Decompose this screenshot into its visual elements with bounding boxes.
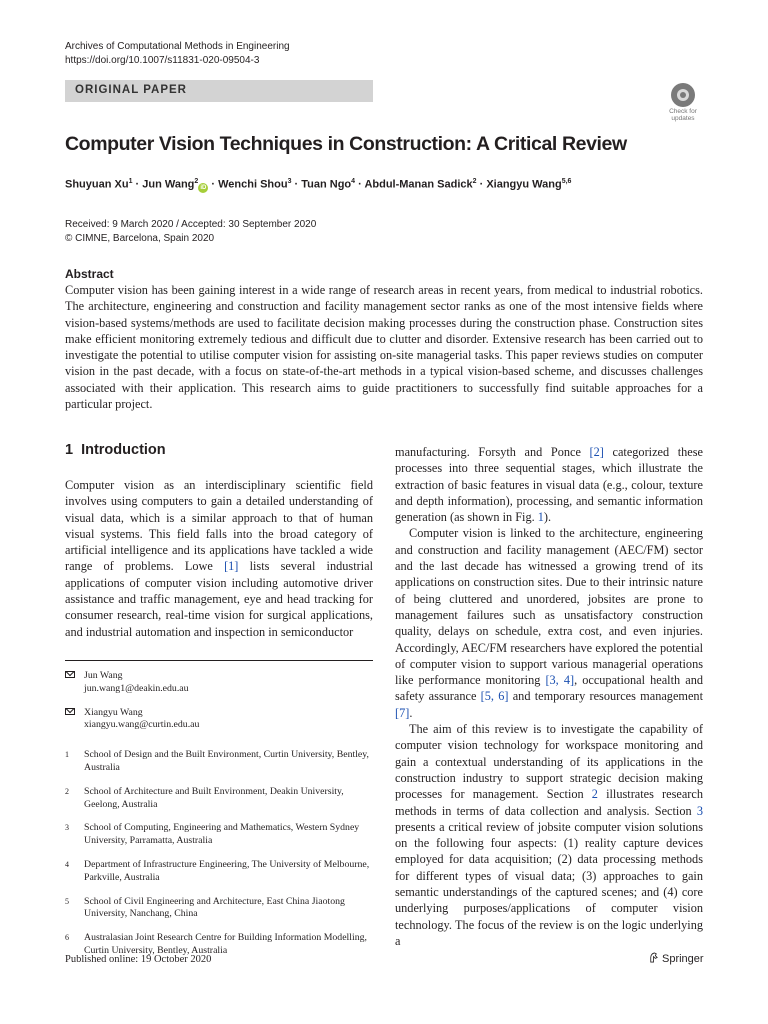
- section-number: 1: [65, 442, 74, 458]
- author-affiliation-mark: 5,6: [561, 178, 572, 185]
- contact-entry: [65, 670, 373, 696]
- published-online: Published online: 19 October 2020: [65, 954, 212, 965]
- affiliation-text: Department of Infrastructure Engineering, The University of Melbourne, Parkville, Australia: [84, 858, 370, 883]
- affiliation-entry: [65, 896, 373, 922]
- paragraph-text: The aim of this review is to investigate the capability of computer vision technology for workspace monitoring and gain a contextual understanding of its applications in the construction industry to support strategic decision making processes for management. Section: [395, 722, 703, 802]
- abstract-heading: Abstract: [65, 267, 114, 281]
- author-affiliation-mark: 2: [472, 178, 477, 185]
- citation-link[interactable]: [5, 6]: [480, 689, 509, 704]
- affiliation-text: School of Design and the Built Environment, Curtin University, Bentley, Australia: [84, 749, 369, 773]
- paragraph-text: , occupational health and safety assurance: [395, 673, 703, 704]
- affiliation-number: 1: [65, 750, 69, 760]
- author-separator: ·: [476, 178, 487, 191]
- affiliation-text: School of Architecture and Built Environment, Deakin University, Geelong, Australia: [84, 785, 344, 810]
- springer-horse-icon: [648, 952, 659, 963]
- affiliation-entry: [65, 859, 373, 885]
- author-separator: ·: [132, 178, 143, 191]
- author-affiliation-mark: 4: [351, 178, 356, 185]
- envelope-icon: [65, 671, 75, 678]
- affiliation-number: 3: [65, 823, 69, 833]
- paragraph-text: illustrates research methods in terms of data collection and analysis. Section: [395, 787, 703, 818]
- orcid-icon[interactable]: iD: [200, 184, 207, 191]
- author-list: [65, 178, 571, 193]
- check-badge-line2: updates: [671, 115, 695, 122]
- check-for-updates-icon: [671, 83, 695, 107]
- journal-name: Archives of Computational Methods in Engineering: [65, 41, 290, 52]
- paragraph-text: manufacturing. Forsyth and Ponce: [395, 445, 590, 459]
- affiliation-number: 5: [65, 896, 69, 906]
- author-affiliation-mark: 2: [194, 178, 199, 185]
- paragraph-text: Computer vision is linked to the architecture, engineering and construction and facility management (AEC/FM) sector and the last decade has witnessed a growing trend of its applications on construction sites. Due to their intrinsic nature of being cluttered and unordered, jobsites are prone to management failures such as unsatisfactory construction quality, delays on schedule, extra cost, and even injuries. Accordingly, AEC/FM researchers have explored the potential of computer vision to support various managerial operations like performance monitoring: [395, 526, 703, 688]
- citation-link[interactable]: [1]: [224, 559, 239, 574]
- affiliation-entry: [65, 749, 373, 775]
- left-column: [65, 477, 373, 640]
- author-name[interactable]: Jun Wang: [142, 178, 195, 191]
- paragraph-text: and temporary resources management: [508, 689, 703, 704]
- footnote-divider: [65, 660, 373, 661]
- contact-name: Jun Wang: [84, 670, 123, 681]
- author-name[interactable]: Tuan Ngo: [301, 178, 352, 191]
- citation-link[interactable]: 1: [537, 510, 544, 525]
- publisher-logo: [648, 952, 704, 965]
- publisher-name: Springer: [662, 953, 704, 965]
- section-heading-introduction: [65, 442, 166, 458]
- affiliation-number: 4: [65, 859, 69, 869]
- author-affiliation-mark: 1: [128, 178, 133, 185]
- intro-paragraph-3: [395, 721, 703, 949]
- affiliation-text: School of Civil Engineering and Architecture, East China Jiaotong University, Nanchang, China: [84, 895, 345, 920]
- section-title: Introduction: [81, 442, 166, 458]
- intro-paragraph-1: [65, 477, 373, 640]
- affiliation-entry: [65, 822, 373, 848]
- paragraph-text: ).: [543, 510, 552, 525]
- affiliations-list: [65, 749, 373, 958]
- contact-email[interactable]: xiangyu.wang@curtin.edu.au: [84, 719, 200, 731]
- author-separator: ·: [208, 178, 219, 191]
- paragraph-text: lists several industrial applications of computer vision including automotive driver assistance and traffic management, eye and head tracking for consumer research, real-time vision for surgical applications, and industrial automation and inspection in semiconductor: [65, 559, 373, 639]
- author-separator: ·: [355, 178, 365, 191]
- author-separator: ·: [291, 178, 302, 191]
- paragraph-text: presents a critical review of jobsite computer vision solutions on the following four aspects: (1) reality capture devices employed for data acquisition; (2) data processing methods for different types of visual data; (3) approaches to gain semantic understandings of the captured scenes; and (4) core underlying purposes/applications of computer vision technology. The focus of the review is on the logic underlying a: [395, 819, 703, 948]
- author-affiliation-mark: 3: [287, 178, 292, 185]
- contact-email[interactable]: jun.wang1@deakin.edu.au: [84, 682, 189, 694]
- article-dates: [65, 218, 316, 246]
- paragraph-text: Computer vision as an interdisciplinary scientific field involves using computers to gain a detailed understanding of visual data, which is a similar approach to that of human visual systems. This field falls into the broad category of artificial intelligence and its applications have tackled a wide range of problems. Lowe: [65, 478, 373, 574]
- author-name[interactable]: Shuyuan Xu: [65, 178, 129, 191]
- check-for-updates-badge[interactable]: [663, 83, 703, 123]
- doi-link[interactable]: https://doi.org/10.1007/s11831-020-09504-3: [65, 55, 260, 66]
- affiliation-number: 6: [65, 933, 69, 943]
- citation-link[interactable]: [3, 4]: [545, 673, 575, 688]
- paper-title: Computer Vision Techniques in Construction: A Critical Review: [65, 133, 627, 155]
- affiliation-entry: [65, 786, 373, 812]
- affiliation-text: School of Computing, Engineering and Mathematics, Western Sydney University, Parramatta, Australia: [84, 822, 360, 847]
- envelope-icon: [65, 708, 75, 715]
- check-badge-line1: Check for: [669, 108, 697, 115]
- paragraph-text: categorized these processes into three sequential stages, which illustrate the extraction of basic features in visual data (e.g., colour, texture and depth information), processing, and semantic information generation (as shown in Fig.: [395, 445, 704, 525]
- contact-name: Xiangyu Wang: [84, 706, 143, 718]
- affiliation-text: Australasian Joint Research Centre for Building Information Modelling, Curtin University, Bentley, Australia: [84, 932, 367, 956]
- article-type-bar: [65, 80, 373, 102]
- citation-link[interactable]: [7]: [395, 705, 410, 720]
- corresponding-authors: [65, 670, 373, 749]
- abstract-text: Computer vision has been gaining interest in a wide range of research areas in recent years, from medical to industrial robotics. The architecture, engineering and construction and facility management sector ranks as one of the most intensive fields where vision-based systems/methods are used to facilitate decision making processes during the construction phase. Construction sites make efficient monitoring extremely tedious and difficult due to clutter and disorder. Extensive research has been carried out to investigate the potential to utilise computer vision for assisting on-site managerial tasks. This paper reviews studies on computer vision in the past decade, with a focus on state-of-the-art methods in a typical vision-based scheme, and discusses challenges associated with their application. This research aims to guide practitioners to successfully find suitable approaches for a particular project.: [65, 283, 703, 412]
- affiliation-number: 2: [65, 786, 69, 796]
- contact-entry: [65, 707, 373, 733]
- journal-header: [65, 40, 290, 68]
- right-column: [395, 444, 703, 949]
- footnotes: [65, 670, 373, 969]
- author-name[interactable]: Wenchi Shou: [218, 178, 288, 191]
- citation-link[interactable]: 2: [591, 787, 598, 802]
- author-name[interactable]: Xiangyu Wang: [486, 178, 562, 191]
- author-name[interactable]: Abdul-Manan Sadick: [364, 178, 473, 191]
- copyright-line: © CIMNE, Barcelona, Spain 2020: [65, 233, 215, 244]
- citation-link[interactable]: 3: [696, 803, 703, 818]
- intro-paragraph-continued: [395, 444, 703, 525]
- intro-paragraph-2: [395, 525, 703, 721]
- citation-link[interactable]: [2]: [589, 445, 604, 459]
- article-type-label: ORIGINAL PAPER: [75, 84, 187, 96]
- paragraph-text: .: [409, 705, 413, 720]
- received-accepted-line: Received: 9 March 2020 / Accepted: 30 September 2020: [65, 219, 317, 230]
